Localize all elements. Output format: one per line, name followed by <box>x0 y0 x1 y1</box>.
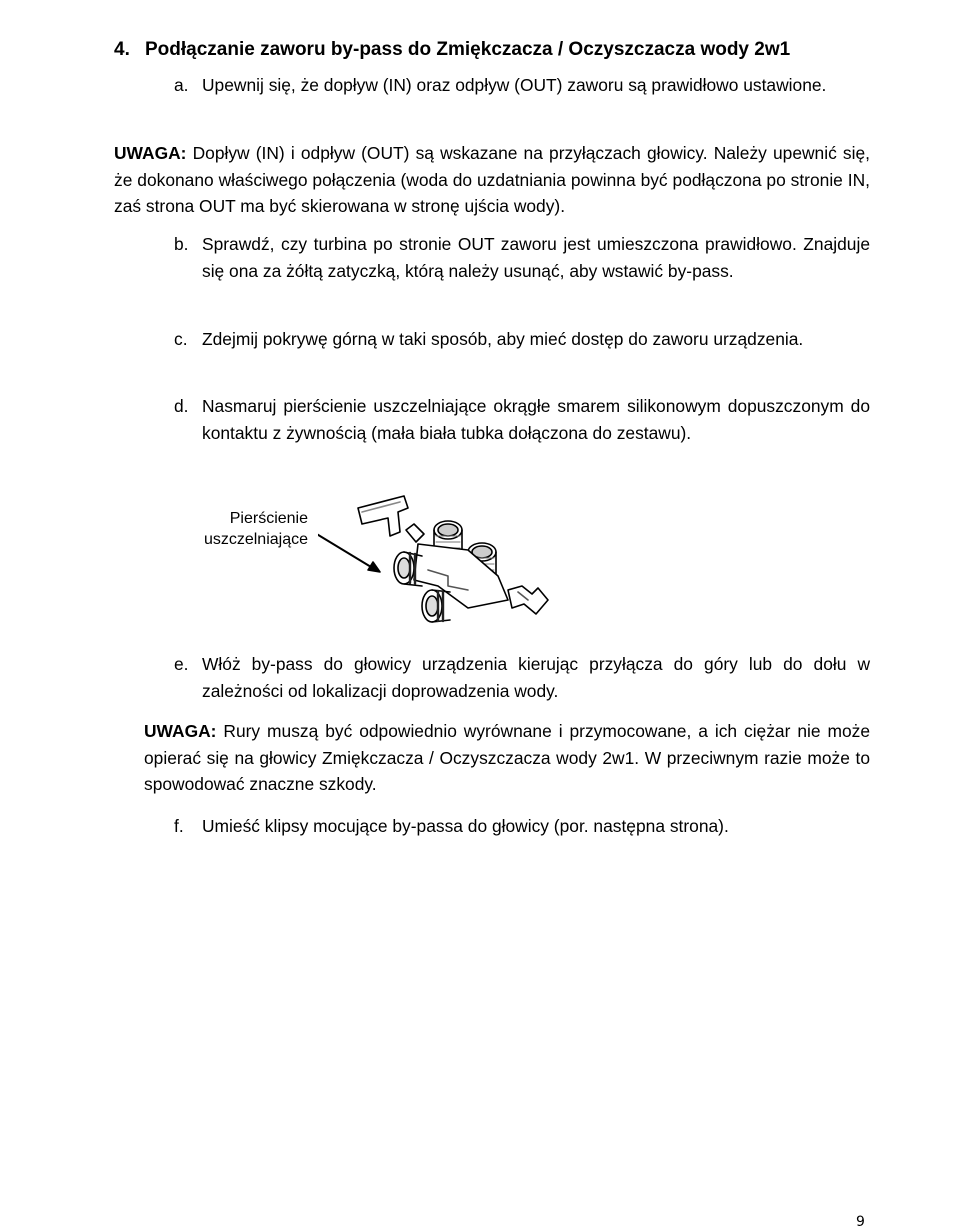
bypass-valve-illustration <box>318 490 558 630</box>
step-text: Zdejmij pokrywę górną w taki sposób, aby mieć dostęp do zaworu urządzenia. <box>202 329 804 349</box>
callout-line: uszczelniające <box>203 531 308 548</box>
step-marker: f. <box>174 816 184 836</box>
step-marker: b. <box>174 234 189 254</box>
note-warning-pipes <box>144 718 870 798</box>
step-text: Sprawdź, czy turbina po stronie OUT zaworu jest umieszczona prawidłowo. Znajduje się ona za żółtą zatyczką, którą należy usunąć, aby wstawić by-pass. <box>202 234 870 281</box>
step-marker: a. <box>174 75 189 95</box>
step-text: Upewnij się, że dopływ (IN) oraz odpływ (OUT) zaworu są prawidłowo ustawione. <box>202 75 827 95</box>
note-text: Rury muszą być odpowiednio wyrównane i przymocowane, a ich ciężar nie może opierać się na głowicy Zmiękczacza / Oczyszczacza wody 2w1. W przeciwnym razie może to spowodować znaczne szkody. <box>144 721 870 794</box>
step-marker: d. <box>174 396 189 416</box>
section-number: 4. <box>114 39 130 60</box>
step-text: Włóż by-pass do głowicy urządzenia kierując przyłącza do góry lub do dołu w zależności od lokalizacji doprowadzenia wody. <box>202 654 870 701</box>
note-label: UWAGA: <box>144 721 217 741</box>
page-number: 9 <box>856 1214 865 1230</box>
figure-callout <box>190 508 308 550</box>
note-text: Dopływ (IN) i odpływ (OUT) są wskazane na przyłączach głowicy. Należy upewnić się, że dokonano właściwego połączenia (woda do uzdatniania powinna być podłączona po stronie IN, zaś strona OUT ma być skierowana w stronę ujścia wody). <box>114 143 870 216</box>
step-marker: e. <box>174 654 189 674</box>
step-text: Nasmaruj pierścienie uszczelniające okrągłe smarem silikonowym dopuszczonym do kontaktu z żywnością (mała biała tubka dołączona do zestawu). <box>202 396 870 443</box>
section-heading <box>114 36 874 63</box>
note-label: UWAGA: <box>114 143 187 163</box>
note-warning-connections <box>114 140 870 220</box>
step-text: Umieść klipsy mocujące by-passa do głowicy (por. następna strona). <box>202 816 729 836</box>
section-title: Podłączanie zaworu by-pass do Zmiękczacza / Oczyszczacza wody 2w1 <box>145 39 791 60</box>
callout-line: Pierścienie <box>229 510 308 527</box>
step-marker: c. <box>174 329 188 349</box>
